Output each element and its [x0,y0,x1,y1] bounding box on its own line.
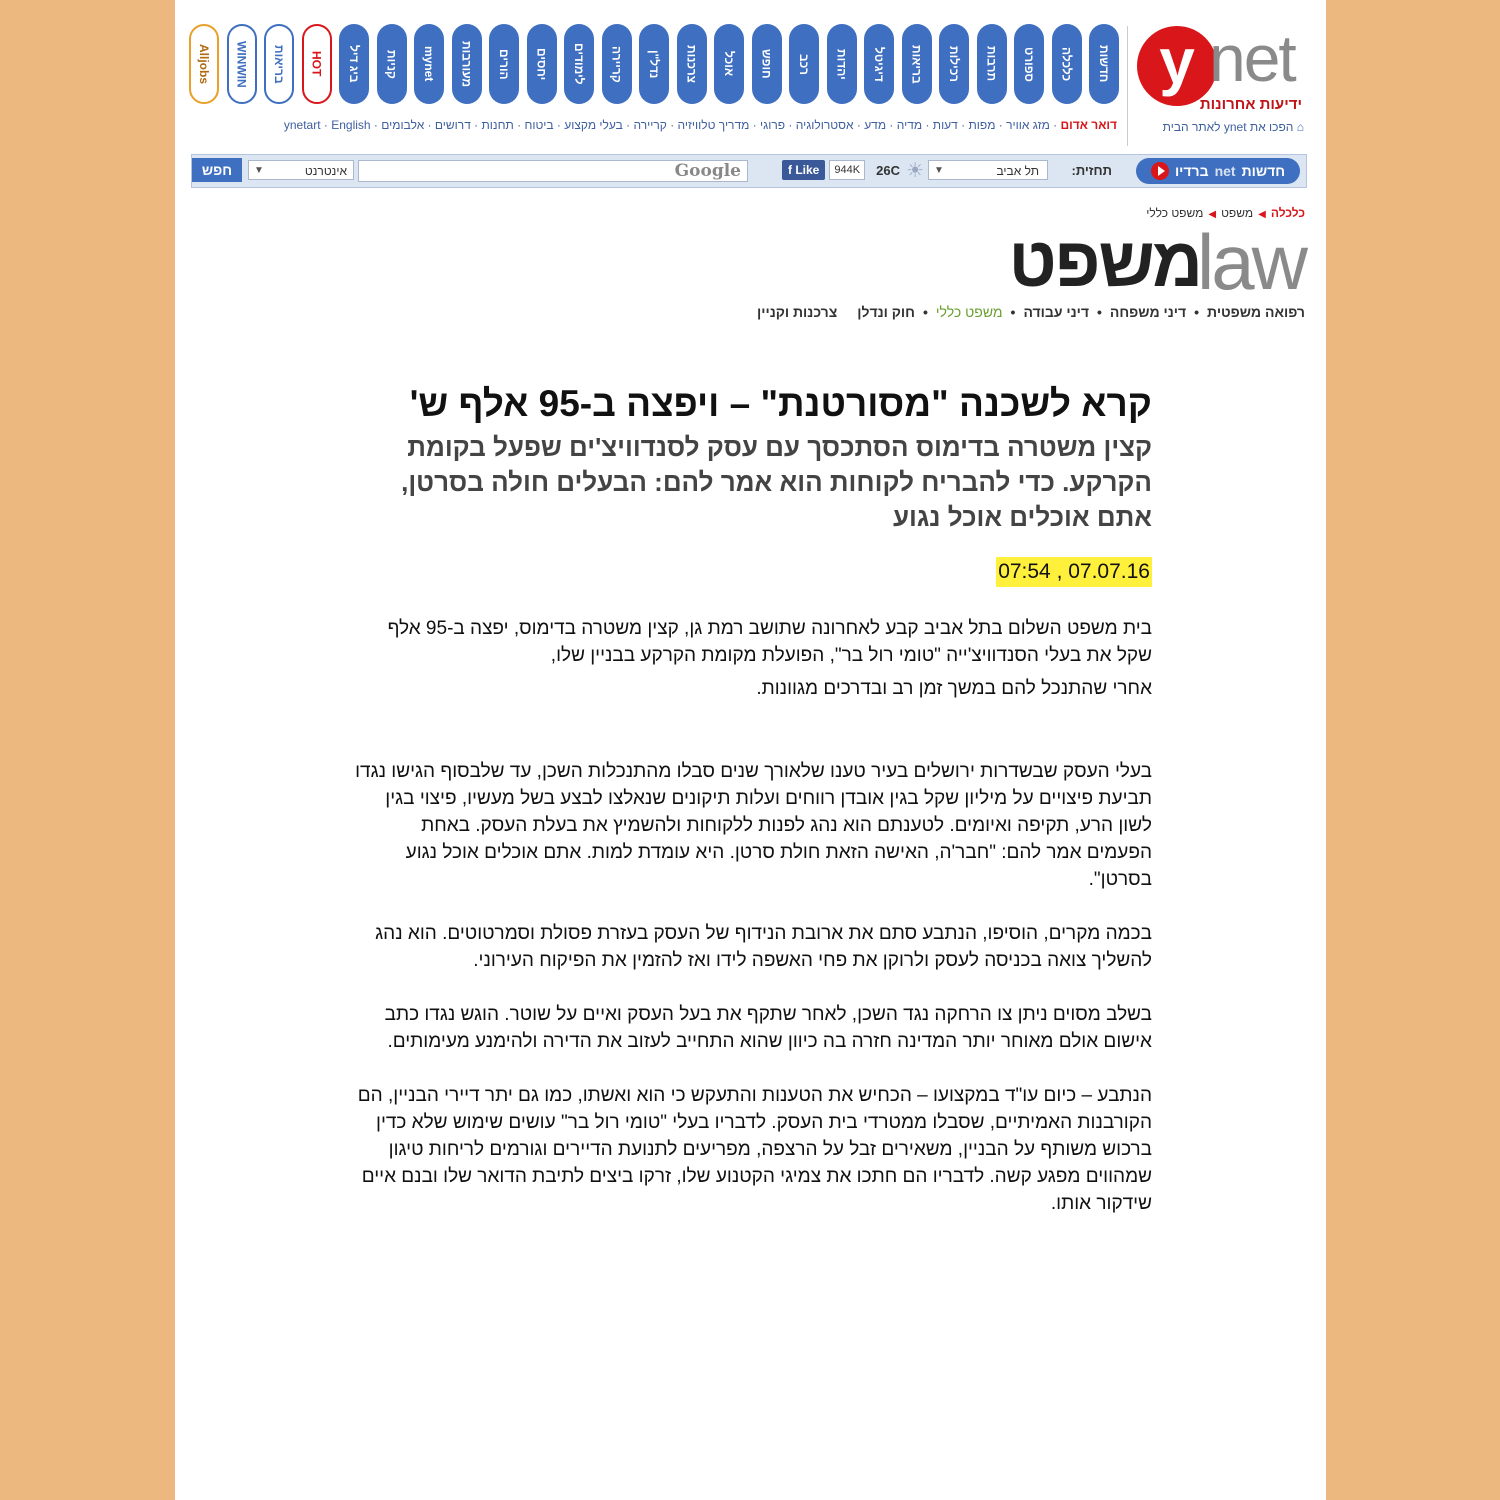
channel-tab[interactable]: mynet [414,24,444,104]
facebook-icon: f [788,163,796,177]
section-logo-law: law [1196,218,1305,306]
channel-tab[interactable]: בריאות [264,24,294,104]
channel-tab[interactable]: אוכל [714,24,744,104]
article-headline: קרא לשכנה "מסורטנת" – ויפצה ב-95 אלף ש' [409,383,1152,424]
weather-label: תחזית: [1071,163,1112,178]
search-scope-value: אינטרנט [304,164,347,178]
channel-tab[interactable]: מעורבות [452,24,482,104]
city-value: תל אביב [996,164,1039,178]
search-button[interactable]: חפש [192,158,242,182]
city-select[interactable] [928,160,1048,180]
radio-label: ברדיו [1174,163,1209,179]
article-paragraph: בכמה מקרים, הוסיפו, הנתבע סתם את ארובת הנידוף של העסק בעזרת פסולת וסמרטוטים. הוא נהג להשליך צואה בכניסה לעסק ולרוקן את פחי האשפה לידו ואז להזמין את הפיקוח העירוני. [375,923,1152,971]
channel-tab[interactable]: רכילות [939,24,969,104]
channel-tab[interactable]: צרכנות [677,24,707,104]
channel-tabs [189,24,1111,106]
subnav-item[interactable]: דיני עבודה [1023,304,1090,320]
breadcrumb-item[interactable]: כלכלה [1270,206,1305,220]
channel-tab[interactable]: רכב [789,24,819,104]
subnav-item-active[interactable]: משפט כללי [935,304,1003,320]
channel-tab[interactable]: הורים [489,24,519,104]
subnav-item[interactable]: חוק ונדלן [857,304,915,320]
service-links-list[interactable]: מזג אוויר · מפות · דעות · מדיה · מדע · אסטרולוגיה · פרוגי · מדריך טלוויזיה · קריירה · בעלי מקצוע · ביטוח · תחנות · דרושים · אלבומים · ynetart · English [283,118,1050,132]
facebook-like-button[interactable] [782,160,825,180]
home-icon: ⌂ [1296,120,1304,134]
channel-tab[interactable]: חופש [752,24,782,104]
channel-tab[interactable]: דיגיטל [864,24,894,104]
radio-news-button[interactable] [1136,158,1300,184]
header-divider [1127,26,1128,146]
facebook-like[interactable] [782,160,865,180]
like-count: 944K [829,160,865,180]
channel-tab[interactable]: HOT [302,24,332,104]
article-paragraph: בעלי העסק שבשדרות ירושלים בעיר טענו שלאורך שנים סבלו מהתנכלות השכן, עד שלבסוף הגישו נגדו תביעת פיצויים על מיליון שקל בגין אובדן רווחים ועלות תיקונים שנאלצו לבצע בשל מעשיו, פיצוי בגין לשון הרע, תקיפה ואיומים. לטענתם הוא נהג לפנות ללקוחות ולהשמיץ את בעלת העסק. באחת הפעמים אמר להם: "חבר'ה, האישה הזאת חולת סרטן. היא עומדת למות. אתם אוכלים אוכל נגוע בסרטן". [355,761,1152,890]
channel-tab[interactable]: Alljobs [189,24,219,104]
section-logo [1008,218,1305,306]
search-toolbar [191,154,1307,188]
channel-tab[interactable]: לימודים [564,24,594,104]
breadcrumb-item[interactable]: משפט כללי [1146,206,1204,220]
channel-tab[interactable]: יהדות [827,24,857,104]
temperature: 26C [876,163,900,178]
google-logo: Google [674,161,741,181]
section-subnav: רפואה משפטית•דיני משפחה•דיני עבודה•משפט כללי•חוק ונדלןצרכנות וקניין [757,304,1305,320]
breadcrumb-separator-icon: ◀ [1258,209,1266,220]
channel-tab[interactable]: יחסים [527,24,557,104]
breadcrumb-separator-icon: ◀ [1208,209,1217,220]
article-date: 07:54 , 07.07.16 [996,557,1152,587]
red-mail-link[interactable]: דואר אדום [1060,118,1117,132]
search-scope-select[interactable] [248,160,354,180]
logo-subtitle: ידיעות אחרונות [1199,96,1302,113]
channel-tab[interactable]: תרבות [977,24,1007,104]
channel-tab[interactable]: WINWIN [227,24,257,104]
search-input[interactable] [358,160,748,182]
channel-tab[interactable]: קריירה [602,24,632,104]
article-subhead: קצין משטרה בדימוס הסתכסך עם עסק לסנדוויצ'ים שפעל בקומת הקרקע. כדי להבריח לקוחות הוא אמר להם: הבעלים חולה בסרטן, אתם אוכלים אוכל נגוע [401,432,1152,532]
subnav-item[interactable]: דיני משפחה [1109,304,1187,320]
set-homepage-link[interactable] [1163,120,1304,134]
service-links[interactable]: דואר אדום · מזג אוויר · מפות · דעות · מדיה · מדע · אסטרולוגיה · פרוגי · מדריך טלוויזיה · קריירה · בעלי מקצוע · ביטוח · תחנות · דרושים · אלבומים · ynetart · English [283,118,1117,132]
subnav-item[interactable]: רפואה משפטית [1207,304,1305,320]
chevron-down-icon: ▼ [254,165,264,176]
logo-y: y [1137,26,1217,106]
channel-tab[interactable]: ביג דיל [339,24,369,104]
breadcrumb-item[interactable]: משפט [1221,206,1254,220]
article-body [352,615,1152,1217]
article-paragraph: בשלב מסוים ניתן צו הרחקה נגד השכן, לאחר שתקף את בעל העסק ואיים על שוטר. הוגש נגדו כתב אישום אולם מאוחר יותר המדינה חזרה בה כיוון שהוא התחייב לעזוב את הדירה ולהימנע מעימותים. [384,1004,1152,1052]
printed-page [175,0,1326,1500]
channel-tab[interactable]: כלכלה [1052,24,1082,104]
news-label: חדשות [1241,163,1286,179]
channel-tab[interactable]: בריאות [902,24,932,104]
news-net-label: net [1214,163,1236,179]
article-paragraph: אחרי שהתנכל להם במשך זמן רב ובדרכים מגוונות. [756,678,1152,699]
chevron-down-icon: ▼ [934,165,944,176]
channel-tab[interactable]: נדל"ן [639,24,669,104]
play-icon [1151,162,1169,180]
set-homepage-label: הפכו את ynet לאתר הבית [1162,120,1294,134]
article [352,378,1152,1244]
logo-net: net [1209,21,1295,95]
ynet-logo[interactable] [1137,21,1302,116]
channel-tab[interactable]: קניות [377,24,407,104]
article-paragraph: בית משפט השלום בתל אביב קבע לאחרונה שתושב רמת גן, קצין משטרה בדימוס, יפצה ב-95 אלף שקל את בעלי הסנדוויצ'ייה "טומי רול בר", הפועלת מקומת הקרקע בבניין שלו, [387,618,1152,666]
section-logo-hebrew: משפט [1008,223,1201,301]
channel-tab[interactable]: חדשות [1089,24,1119,104]
subnav-item[interactable]: צרכנות וקניין [757,304,838,320]
article-paragraph: הנתבע – כיום עו"ד במקצועו – הכחיש את הטענות והתעקש כי הוא ואשתו, כמו גם יתר דיירי הבניין, הם הקורבנות האמיתיים, שסבלו ממטרדי בית העסק. לדבריו בעלי "טומי רול בר" עושים שימוש שלא כדין ברכוש משותף על הבניין, משאירים זבל על הרצפה, מפריעים לתנועת הדיירים וגורמים לריחות טיגון שמהווים מפגע קשה. לדבריו הם חתכו את צמיגי הקטנוע שלו, זרקו ביצים לתיבת הדואר שלו ובנם איים שידקור אותו. [357,1085,1152,1214]
channel-tab[interactable]: ספורט [1014,24,1044,104]
sun-icon: ☀ [906,160,924,182]
like-label: Like [795,163,820,177]
